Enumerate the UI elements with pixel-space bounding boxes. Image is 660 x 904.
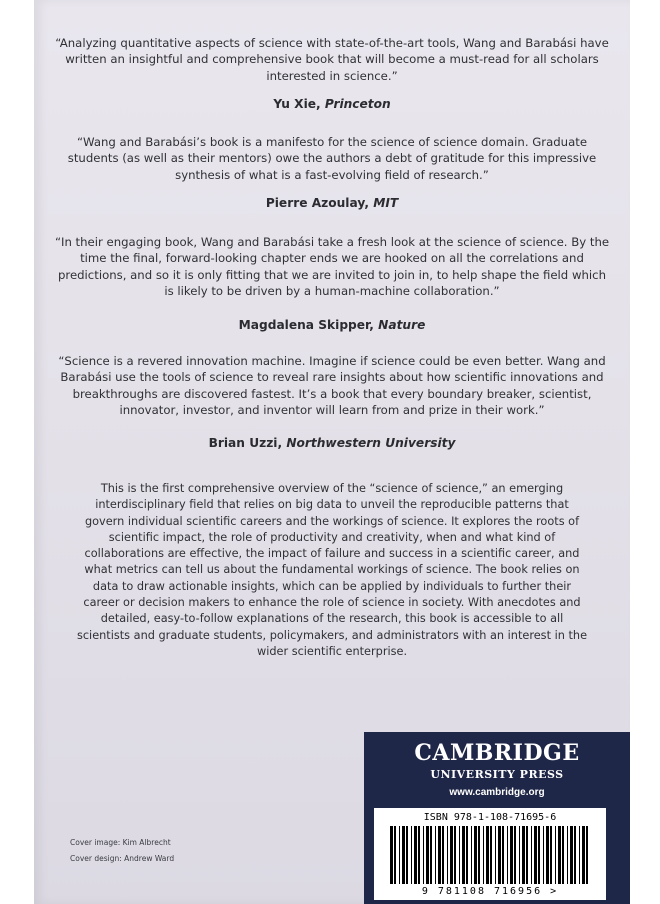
quote-1-attribution	[54, 97, 610, 111]
barcode-bar	[562, 826, 564, 884]
barcode-bar	[454, 826, 456, 884]
isbn-barcode	[388, 826, 592, 886]
barcode-bar	[466, 826, 468, 884]
book-description: This is the first comprehensive overview of the “science of science,” an emerging interdisciplinary field that relies on big data to unveil the reproducible patterns that govern individual scientific careers and the workings of science. It explores the roots of scientific impact, the role of productivity and creativity, when and what kind of collaborations are effective, the impact of failure and success in a scientific career, and what metrics can tell us about the fundamental workings of science. The book relies on data to draw actionable insights, which can be applied by individuals to further their career or decision makers to enhance the role of science in society. With anecdotes and detailed, easy-to-follow explanations of the research, this book is accessible to all scientists and graduate students, policymakers, and administrators with an interest in the wider scientific enterprise.	[76, 482, 588, 658]
barcode-bar	[534, 826, 537, 884]
barcode-bar	[555, 826, 556, 884]
quote-3-author: Magdalena Skipper,	[238, 318, 374, 332]
quote-1-affiliation: Princeton	[324, 97, 391, 111]
publisher-url: www.cambridge.org	[449, 787, 545, 798]
barcode-bar	[411, 826, 412, 884]
publisher-name: CAMBRIDGE	[414, 740, 580, 766]
quote-1-text: “Analyzing quantitative aspects of science with state-of-the-art tools, Wang and Barabási have written an insightful and comprehensive book that will become a must-read for all scholars interested in science.”	[55, 36, 609, 83]
barcode-bar	[586, 826, 588, 884]
barcode-bar	[414, 826, 417, 884]
barcode-bar	[514, 826, 516, 884]
barcode-bar	[390, 826, 393, 884]
barcode-bar	[442, 826, 444, 884]
quote-4-attribution	[54, 436, 610, 450]
barcode-bar	[483, 826, 484, 884]
barcode-bar	[438, 826, 441, 884]
barcode-bar	[474, 826, 477, 884]
barcode-bar	[519, 826, 520, 884]
cover-image-credit: Cover image: Kim Albrecht	[70, 838, 171, 847]
quote-3-text: “In their engaging book, Wang and Barabási take a fresh look at the science of science. By the time the final, forward-looking chapter ends we are hooked on all the correlations and predictions, and so it is only fitting that we are invited to join in, to help shape the field which is likely to be driven by a human-machine collaboration.”	[54, 235, 610, 298]
barcode-bar	[399, 826, 400, 884]
cover-credits	[70, 835, 174, 867]
barcode-bar	[574, 826, 576, 884]
quote-2-affiliation: MIT	[373, 196, 399, 210]
barcode-bar	[450, 826, 453, 884]
barcode-bar	[550, 826, 552, 884]
barcode-bar	[430, 826, 432, 884]
barcode-bar	[447, 826, 448, 884]
barcode-bar	[526, 826, 528, 884]
barcode-bar	[558, 826, 561, 884]
barcode-bar	[426, 826, 429, 884]
cover-design-credit: Cover design: Andrew Ward	[70, 854, 175, 863]
barcode-bar	[546, 826, 549, 884]
barcode-bar	[579, 826, 580, 884]
quote-1-author: Yu Xie,	[273, 97, 321, 111]
barcode-bar	[531, 826, 532, 884]
barcode-bar	[406, 826, 408, 884]
barcode-bar	[570, 826, 573, 884]
barcode-bar	[423, 826, 424, 884]
quote-2-attribution	[54, 196, 610, 210]
quote-3-affiliation: Nature	[378, 318, 426, 332]
barcode-bar	[498, 826, 501, 884]
barcode-bar	[522, 826, 525, 884]
barcode-bar	[543, 826, 544, 884]
barcode-panel	[374, 808, 606, 900]
quote-2-author: Pierre Azoulay,	[265, 196, 369, 210]
barcode-bar	[507, 826, 508, 884]
barcode-bar	[502, 826, 504, 884]
barcode-bar	[462, 826, 465, 884]
quote-4-text: “Science is a revered innovation machine. Imagine if science could be even better. Wang and Barabási use the tools of science to reveal rare insights about how scientific innovations and breakthroughs are discovered fastest. It’s a book that every boundary breaker, scientist, innovator, investor, and inventor will learn from and prize in their work.”	[58, 354, 606, 417]
isbn-label: ISBN 978-1-108-71695-6	[423, 812, 557, 823]
barcode-bar	[486, 826, 489, 884]
barcode-bar	[490, 826, 492, 884]
barcode-bar	[418, 826, 420, 884]
quote-2-text: “Wang and Barabási’s book is a manifesto for the science of science domain. Graduate students (as well as their mentors) owe the authors a debt of gratitude for this impressive synthesis of what is a fast-evolving field of research.”	[67, 135, 597, 182]
barcode-bar	[510, 826, 513, 884]
barcode-bar	[567, 826, 568, 884]
barcode-digits: 9 781108 716956 >	[421, 886, 559, 897]
back-cover	[34, 0, 630, 904]
publisher-block	[364, 732, 630, 904]
barcode-bar	[471, 826, 472, 884]
quote-4-author: Brian Uzzi,	[208, 436, 283, 450]
barcode-bar	[394, 826, 396, 884]
barcode-bar	[495, 826, 496, 884]
publisher-subname: UNIVERSITY PRESS	[430, 768, 564, 781]
quote-4-affiliation: Northwestern University	[286, 436, 456, 450]
quote-3-attribution	[54, 318, 610, 332]
barcode-bar	[582, 826, 585, 884]
barcode-bar	[538, 826, 540, 884]
barcode-bar	[459, 826, 460, 884]
barcode-bar	[402, 826, 405, 884]
barcode-bar	[435, 826, 436, 884]
barcode-bar	[478, 826, 480, 884]
